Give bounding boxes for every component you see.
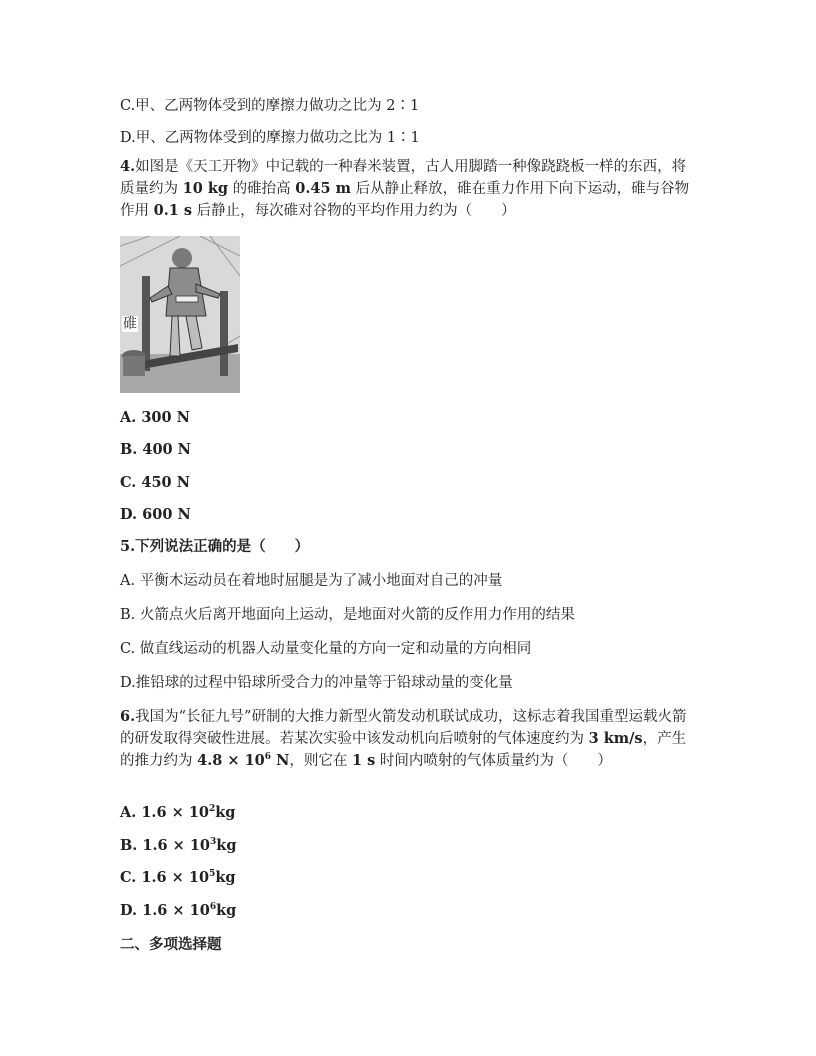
q4-number: 4. — [120, 158, 136, 175]
rice-pounder-illustration — [120, 236, 240, 393]
q6-speed: 3 km/s — [588, 730, 643, 747]
q3-option-d: D.甲、乙两物体受到的摩擦力做功之比为 1∶1 — [120, 130, 420, 146]
q5-option-b: B. 火箭点火后离开地面向上运动，是地面对火箭的反作用力作用的结果 — [120, 607, 575, 623]
q4-option-a: A. 300 N — [120, 409, 190, 426]
q6-option-b: B. $1.6 \times 10^3kg$ — [120, 837, 237, 854]
q4-option-c: C. 450 N — [120, 474, 190, 491]
section-title: 二、多项选择题 — [120, 936, 222, 953]
q4-option-d: D. 600 N — [120, 506, 191, 523]
q3-option-c: C.甲、乙两物体受到的摩擦力做功之比为 2∶1 — [120, 98, 420, 114]
figure-label: 碓 — [123, 316, 137, 332]
q4-option-b: B. 400 N — [120, 441, 191, 458]
q4-figure — [120, 236, 240, 393]
q6-time: 1 s — [351, 752, 376, 769]
q5-stem: 5.下列说法正确的是（ ） — [120, 538, 310, 555]
q4-time: 0.1 s — [153, 202, 193, 219]
q5-option-c: C. 做直线运动的机器人动量变化量的方向一定和动量的方向相同 — [120, 641, 532, 657]
q4-height: 0.45 m — [295, 180, 351, 197]
q4-mass: 10 kg — [182, 180, 229, 197]
q6-stem: 6.我国为“长征九号”研制的大推力新型火箭发动机联试成功，这标志着我国重型运载火箭的研发取得突破性进展。若某次实验中该发动机向后喷射的气体速度约为 3 km/s，产生的推力约为 $4.8 \times 10^6$ N，则它在 1 s 时间内喷射的气体质量约为（ ） — [120, 708, 687, 769]
q6-force: $4.8 \times 10^6$ N — [197, 752, 290, 769]
q5-option-a: A. 平衡木运动员在着地时屈腿是为了减小地面对自己的冲量 — [120, 573, 503, 589]
q6-option-d: D. $1.6 \times 10^6kg$ — [120, 902, 237, 919]
q6-number: 6. — [120, 708, 136, 725]
q6-option-c: C. $1.6 \times 10^5kg$ — [120, 869, 236, 886]
q4-stem: 4.如图是《天工开物》中记载的一种舂米装置，古人用脚踏一种像跷跷板一样的东西，将质量约为 10 kg 的碓抬高 0.45 m 后从静止释放，碓在重力作用下向下运动，碓与谷物作用 0.1 s 后静止，每次碓对谷物的平均作用力约为（ ） — [120, 158, 690, 219]
q6-option-a: A. $1.6 \times 10^2kg$ — [120, 804, 236, 821]
q5-option-d: D.推铅球的过程中铅球所受合力的冲量等于铅球动量的变化量 — [120, 675, 513, 691]
